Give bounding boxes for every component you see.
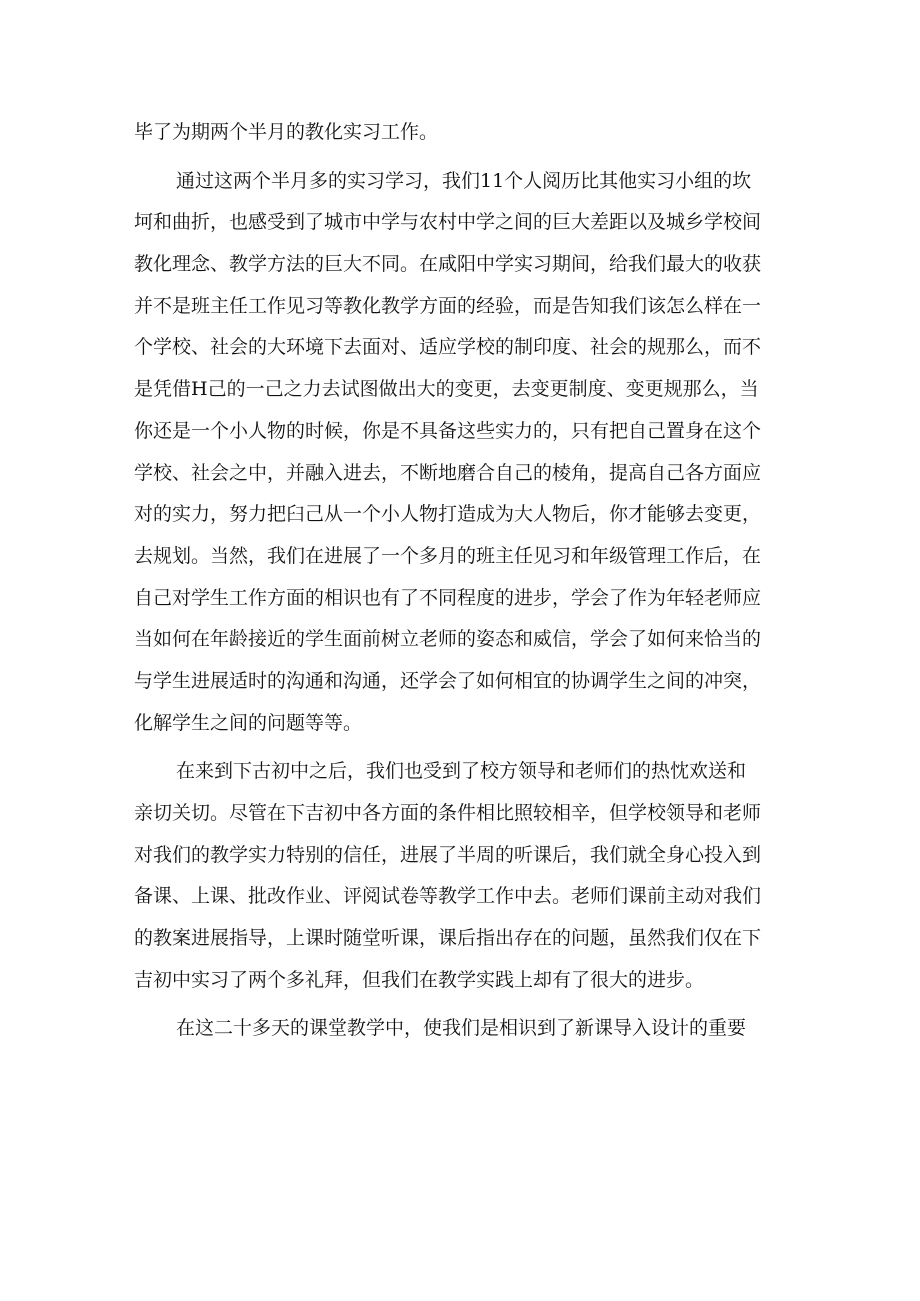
document-body: [134, 112, 794, 1050]
text-line: 自己对学生工作方面的相识也有了不同程度的进步，学会了作为年轻老师应: [134, 586, 762, 609]
paragraph-3: [134, 751, 794, 1001]
text-line: 对我们的教学实力特别的信任，进展了半周的听课后，我们就全身心投入到: [134, 843, 762, 866]
paragraph-gap: [134, 744, 794, 751]
text-line: 吉初中实习了两个多礼拜，但我们在教学实践上却有了很大的进步。: [134, 968, 705, 991]
text-line: 个学校、社会的大环境下去面对、适应学校的制印度、社会的规那么，而不: [134, 336, 762, 359]
text-line: 化解学生之间的问题等等。: [134, 711, 363, 734]
text-line: 当如何在年龄接近的学生面前树立老师的姿态和威信，学会了如何来恰当的: [134, 628, 762, 651]
paragraph-4: [134, 1008, 794, 1050]
text-line: 亲切关切。尽管在下吉初中各方面的条件相比照较相辛，但学校领导和老师: [134, 802, 762, 824]
text-line: 毕了为期两个半月的教化实习工作。: [134, 121, 439, 143]
paragraph-gap: [134, 154, 794, 161]
paragraph-1: [134, 112, 794, 154]
text-line: 对的实力，努力把臼己从一个小人物打造成为大人物后，你才能够去变更，: [134, 503, 762, 526]
text-line: 与学生进展适时的沟通和沟通，还学会了如何相宜的协调学生之间的冲突，: [134, 669, 762, 692]
text-line: 备课、上课、批改作业、评阅试卷等教学工作中去。老师们课前主动对我们: [134, 885, 762, 908]
text-line: 是凭借H己的一己之力去试图做出大的变更，去变更制度、变更规那么，当: [134, 378, 759, 401]
text-line: 通过这两个半月多的实习学习，我们11个人阅历比其他实习小组的坎: [176, 169, 752, 192]
text-line: 你还是一个小人物的时候，你是不具备这些实力的，只有把自己置身在这个: [134, 419, 762, 442]
text-line: 学校、社会之中，并融入进去，不断地磨合自己的棱角，提高自己各方面应: [134, 461, 762, 484]
text-line: 教化理念、教学方法的巨大不同。在咸阳中学实习期间，给我们最大的收获: [134, 253, 762, 276]
paragraph-2: [134, 161, 794, 745]
text-line: 去规划。当然，我们在进展了一个多月的班主任见习和年级管理工作后，在: [134, 544, 762, 567]
paragraph-gap: [134, 1001, 794, 1008]
text-line: 在来到下古初中之后，我们也受到了校方领导和老师们的热忱欢送和: [176, 760, 747, 783]
text-line: 坷和曲折，也感受到了城市中学与农村中学之间的巨大差距以及城乡学校间: [134, 211, 762, 234]
text-line: 的教案进展指导，上课时随堂听课，课后指出存在的问题，虽然我们仅在下: [134, 927, 762, 950]
text-line: 在这二十多天的课堂教学中，使我们是相识到了新课导入设计的重要: [176, 1017, 747, 1040]
text-line: 并不是班主任工作见习等教化教学方面的经验，而是告知我们该怎么样在一: [134, 294, 762, 317]
